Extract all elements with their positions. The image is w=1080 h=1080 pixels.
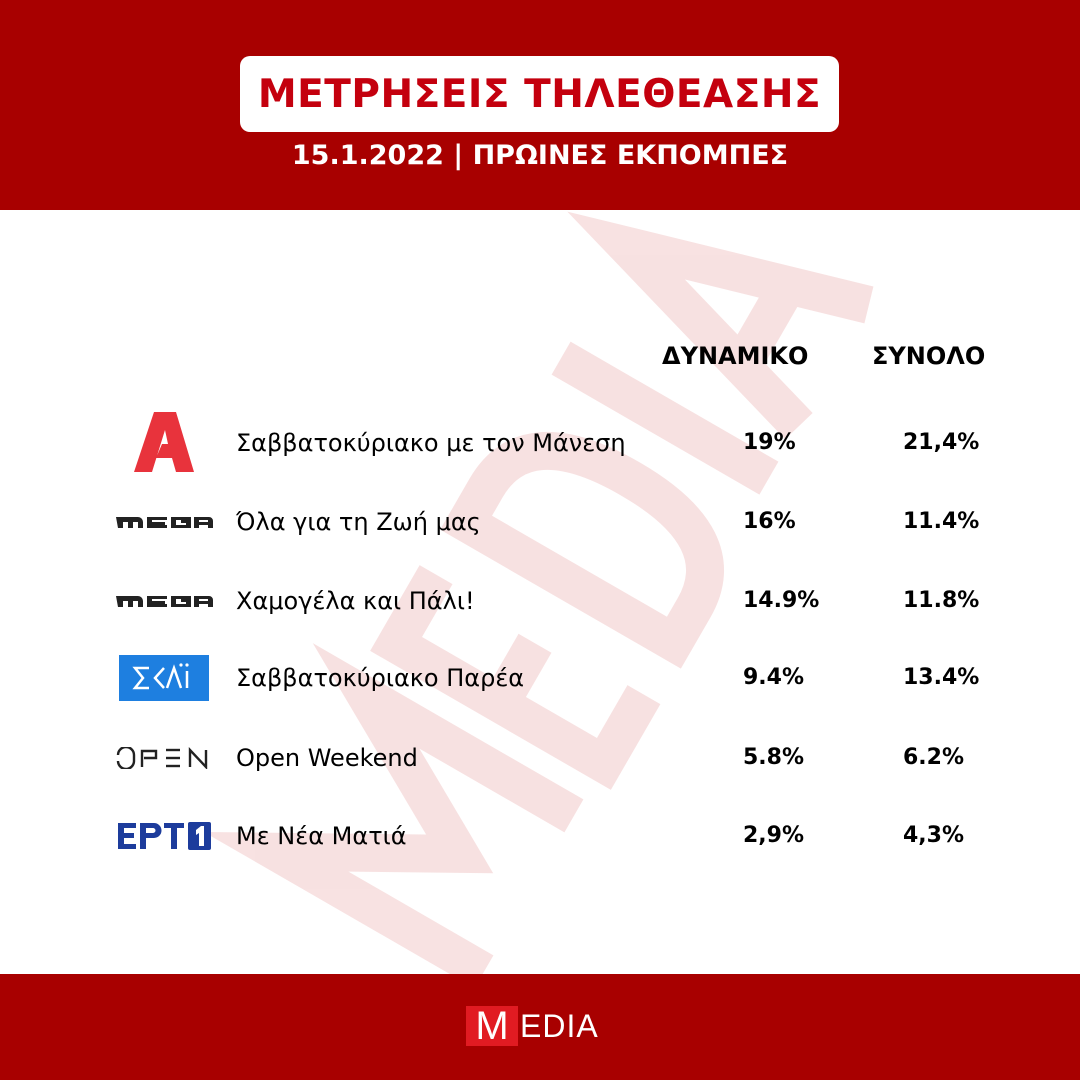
dynamiko-value: 19% <box>743 430 796 455</box>
media-logo <box>466 1005 599 1047</box>
table-row <box>0 733 1080 783</box>
page-title: ΜΕΤΡΗΣΕΙΣ ΤΗΛΕΘΕΑΣΗΣ <box>257 71 822 117</box>
synolo-value: 13.4% <box>903 665 980 690</box>
dynamiko-value: 9.4% <box>743 665 805 690</box>
skai-logo-icon <box>110 653 218 703</box>
table-row <box>0 497 1080 547</box>
synolo-value: 4,3% <box>903 823 965 848</box>
media-logo-m: M <box>466 1006 518 1046</box>
table-row <box>0 653 1080 703</box>
alpha-logo-icon <box>110 418 218 468</box>
table-row <box>0 418 1080 468</box>
column-header-dynamiko: ΔΥΝΑΜΙΚΟ <box>662 342 809 370</box>
ert1-logo-icon <box>110 811 218 861</box>
show-title: Σαββατοκύριακο Παρέα <box>236 664 525 692</box>
table-row <box>0 576 1080 626</box>
show-title: Open Weekend <box>236 744 418 772</box>
synolo-value: 21,4% <box>903 430 980 455</box>
dynamiko-value: 2,9% <box>743 823 805 848</box>
dynamiko-value: 14.9% <box>743 588 820 613</box>
mega-logo-icon <box>110 576 218 626</box>
column-header-synolo: ΣΥΝΟΛΟ <box>872 342 986 370</box>
table-row <box>0 811 1080 861</box>
show-title: Χαμογέλα και Πάλι! <box>236 587 475 615</box>
dynamiko-value: 16% <box>743 509 796 534</box>
media-logo-rest: EDIA <box>520 1008 599 1044</box>
synolo-value: 6.2% <box>903 745 965 770</box>
show-title: Όλα για τη Ζωή μας <box>236 508 481 536</box>
synolo-value: 11.8% <box>903 588 980 613</box>
mega-logo-icon <box>110 497 218 547</box>
open-logo-icon <box>110 733 218 783</box>
show-title: Με Νέα Ματιά <box>236 822 407 850</box>
page-subtitle: 15.1.2022 | ΠΡΩΙΝΕΣ ΕΚΠΟΜΠΕΣ <box>291 140 789 171</box>
dynamiko-value: 5.8% <box>743 745 805 770</box>
synolo-value: 11.4% <box>903 509 980 534</box>
title-box <box>240 56 839 132</box>
show-title: Σαββατοκύριακο με τον Μάνεση <box>236 429 626 457</box>
